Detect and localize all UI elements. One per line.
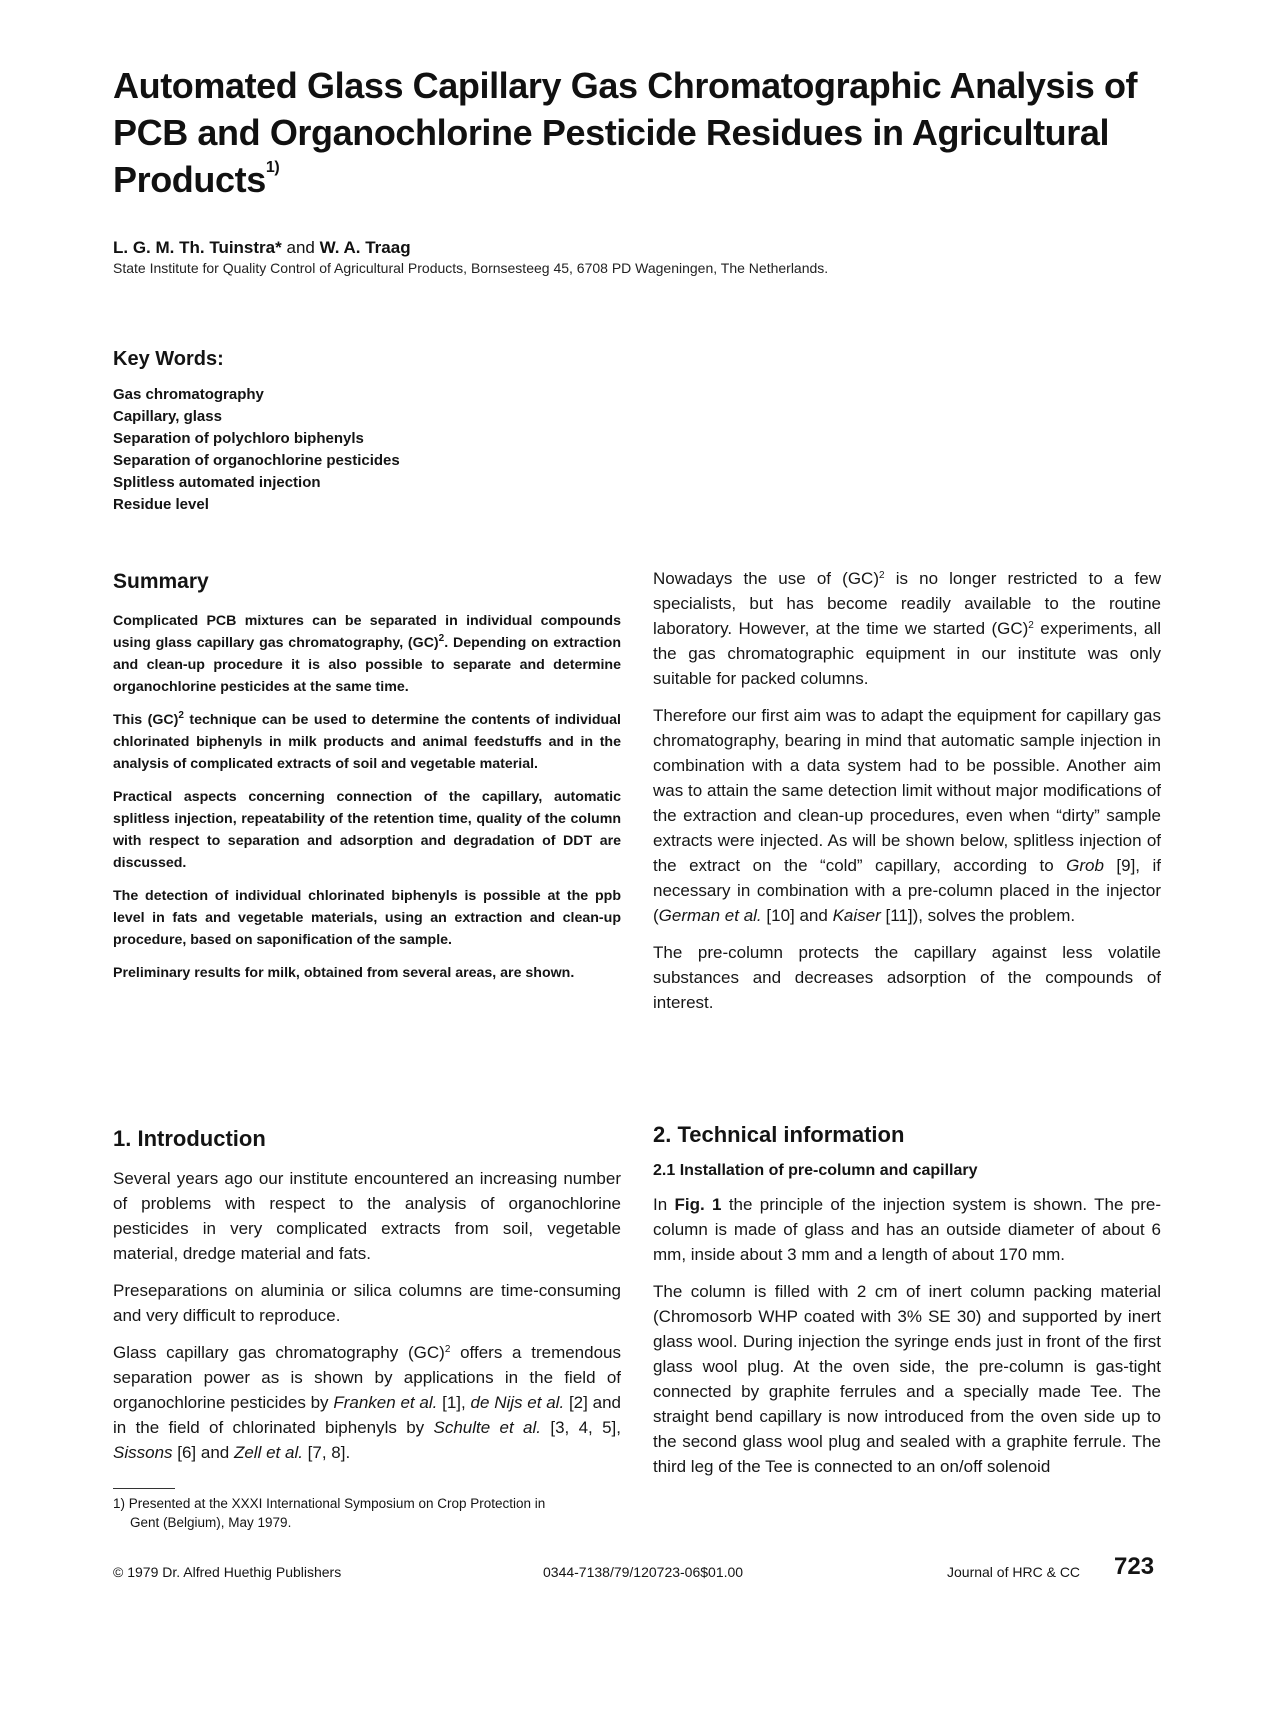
introduction-section xyxy=(113,1126,621,1477)
paper-title: Automated Glass Capillary Gas Chromatographic Analysis of PCB and Organochlorine Pesticide Residues in Agricultural Products$^{1)}$ xyxy=(113,65,1138,200)
keyword-item: Separation of polychloro biphenyls xyxy=(113,430,364,447)
technical-paragraph-2: The column is filled with 2 cm of inert column packing material (Chromosorb WHP coated with 3% SE 30) and supported by inert glass wool. During injection the syringe ends just in front of the first glass wool plug. At the oven side, the pre-column is gas-tight connected by graphite ferrules and a specially made Tee. The straight bend capillary is now introduced from the oven side up to the second glass wool plug and sealed with a graphite ferrule. The third leg of the Tee is connected to an on/off solenoid xyxy=(653,1282,1161,1476)
summary-paragraph-2: This (GC)$^2$ technique can be used to determine the contents of individual chlorinated biphenyls in milk products and animal feedstuffs and in the analysis of complicated extracts of soil and vegetable material. xyxy=(113,710,621,772)
footer-issn-code: 0344-7138/79/120723-06$01.00 xyxy=(543,1564,744,1580)
keyword-item: Splitless automated injection xyxy=(113,474,321,491)
right-column-intro xyxy=(653,566,1161,1027)
authors xyxy=(113,238,411,258)
page-number: 723 xyxy=(1114,1553,1155,1580)
footer-copyright: © 1979 Dr. Alfred Huethig Publishers xyxy=(113,1564,342,1580)
intro-paragraph-1: Several years ago our institute encountered an increasing number of problems with respect to the analysis of organochlorine pesticides in very complicated extracts from soil, vegetable material, dredge material and fats. xyxy=(113,1169,621,1263)
figure-reference: Fig. 1 xyxy=(674,1195,722,1214)
author-connector: and xyxy=(286,238,315,257)
summary-section xyxy=(113,570,621,995)
introduction-heading: 1. Introduction xyxy=(113,1126,266,1151)
keyword-item: Separation of organochlorine pesticides xyxy=(113,452,400,469)
keyword-item: Capillary, glass xyxy=(113,408,222,425)
title-footnote-mark: 1) xyxy=(265,159,280,176)
author-1: L. G. M. Th. Tuinstra* xyxy=(113,238,282,257)
footnote: 1) Presented at the XXXI International Symposium on Crop Protection in Gent (Belgium), May 1979. xyxy=(113,1496,546,1530)
summary-paragraph-3: Practical aspects concerning connection of the capillary, automatic splitless injection, repeatability of the retention time, quality of the column with respect to separation and adsorption and degradation of DDT are discussed. xyxy=(113,789,621,871)
summary-heading: Summary xyxy=(113,570,209,593)
keyword-item: Residue level xyxy=(113,496,209,513)
footer-journal: Journal of HRC & CC xyxy=(947,1564,1081,1580)
right-paragraph-1: Nowadays the use of (GC)$^2$ is no longer restricted to a few specialists, but has become readily available to the routine laboratory. However, at the time we started (GC)$^2$ experiments, all the gas chromatographic equipment in our institute was only suitable for packed columns. xyxy=(653,569,1161,688)
affiliation: State Institute for Quality Control of Agricultural Products, Bornsesteeg 45, 6708 PD Wageningen, The Netherlands. xyxy=(113,260,829,276)
summary-paragraph-4: The detection of individual chlorinated biphenyls is possible at the ppb level in fats and vegetable materials, using an extraction and clean-up procedure, based on saponification of the sample. xyxy=(113,888,621,948)
right-paragraph-3: The pre-column protects the capillary against less volatile substances and decreases adsorption of the compounds of interest. xyxy=(653,943,1161,1012)
technical-subheading: 2.1 Installation of pre-column and capillary xyxy=(653,1162,978,1179)
right-paragraph-2: Therefore our first aim was to adapt the equipment for capillary gas chromatography, bearing in mind that automatic sample injection in combination with a data system had to be possible. Another aim was to attain the same detection limit without major modifications of the extraction and clean-up procedures, even when “dirty” sample extracts were injected. As will be shown below, splitless injection of the extract on the “cold” capillary, according to Grob [9], if necessary in combination with a pre-column placed in the injector (German et al. [10] and Kaiser [11]), solves the problem. xyxy=(653,706,1161,925)
intro-paragraph-3: Glass capillary gas chromatography (GC)$^2$ offers a tremendous separation power as is shown by applications in the field of organochlorine pesticides by Franken et al. [1], de Nijs et al. [2] and in the field of chlorinated biphenyls by Schulte et al. [3, 4, 5], Sissons [6] and Zell et al. [7, 8]. xyxy=(113,1343,622,1462)
summary-paragraph-1: Complicated PCB mixtures can be separated in individual compounds using glass capillary gas chromatography, (GC)$^2$. Depending on extraction and clean-up procedure it is also possible to separate and determine organochlorine pesticides at the same time. xyxy=(113,613,621,695)
technical-section xyxy=(653,1122,1161,1491)
technical-paragraph-1: In Fig. 1 the principle of the injection system is shown. The pre-column is made of glass and has an outside diameter of about 6 mm, inside about 3 mm and a length of about 170 mm. xyxy=(653,1195,1161,1264)
keywords-heading: Key Words: xyxy=(113,348,224,370)
keyword-item: Gas chromatography xyxy=(113,386,264,403)
footnote-rule xyxy=(113,1488,175,1489)
intro-paragraph-2: Preseparations on aluminia or silica columns are time-consuming and very difficult to reproduce. xyxy=(113,1281,621,1325)
keywords-list xyxy=(113,384,400,516)
summary-paragraph-5: Preliminary results for milk, obtained from several areas, are shown. xyxy=(113,965,575,981)
author-2: W. A. Traag xyxy=(319,238,411,257)
technical-heading: 2. Technical information xyxy=(653,1122,905,1147)
